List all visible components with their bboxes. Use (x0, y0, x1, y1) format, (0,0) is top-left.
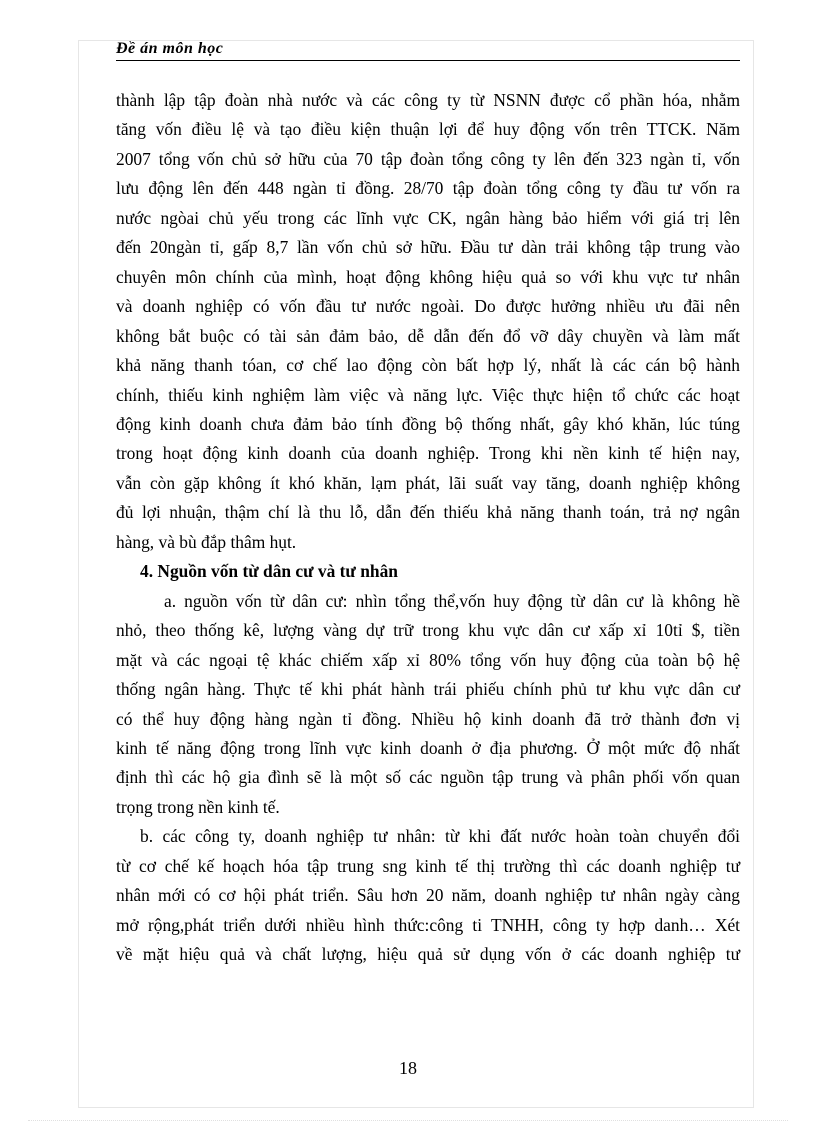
text-line: động kinh doanh chưa đảm bảo tính đồng bộ thống nhất, gây khó khăn, lúc túng (116, 413, 740, 434)
text-line: trọng trong nền kinh tế. (116, 796, 280, 817)
text-line: đủ lợi nhuận, thậm chí là thu lỗ, dẫn đến thiếu khả năng thanh toán, trả nợ ngân (116, 502, 740, 523)
text-line: thống ngân hàng. Thực tế khi phát hành trái phiếu chính phủ tư khu vực dân cư (116, 679, 740, 700)
text-line: hàng, và bù đắp thâm hụt. (116, 531, 297, 552)
text-line: từ cơ chế kế hoạch hóa tập trung sng kinh tế thị trường thì các doanh nghiệp tư (116, 855, 740, 876)
paragraph-private-enterprises (116, 822, 740, 969)
text-line: mặt và các ngoại tệ khác chiếm xấp xỉ 80% tổng vốn huy động của toàn bộ hệ (116, 649, 740, 670)
page-number: 18 (399, 1058, 417, 1078)
text-line: 2007 tổng vốn chủ sở hữu của 70 tập đoàn tổng công ty lên đến 323 ngàn tỉ, vốn (116, 148, 740, 169)
text-line: khả năng thanh tóan, cơ chế lao động còn bất hợp lý, nhất là các cán bộ hành (116, 355, 740, 376)
text-line: không bắt buộc có tài sản đảm bảo, dễ dẫn đến đổ vỡ dây chuyền và làm mất (116, 325, 740, 346)
text-line: thành lập tập đoàn nhà nước và các công ty từ NSNN được cổ phần hóa, nhằm (116, 90, 740, 110)
text-line: và doanh nghiệp có vốn đầu tư nước ngoài. Do được hưởng nhiều ưu đãi nên (116, 296, 740, 317)
text-line: nhỏ, theo thống kê, lượng vàng dự trữ trong khu vực dân cư xấp xỉ 10tỉ $, tiền (116, 620, 740, 641)
text-line: nước ngòai chủ yếu trong các lĩnh vực CK, ngân hàng bảo hiểm với giá trị lên (116, 207, 740, 228)
text-line: đến 20ngàn tỉ, gấp 8,7 lần vốn chủ sở hữu. Đầu tư dàn trải không tập trung vào (116, 237, 740, 258)
text-line: lưu động lên đến 448 ngàn tỉ đồng. 28/70 tập đoàn tổng công ty đầu tư vốn ra (116, 178, 740, 199)
document-body (116, 86, 740, 970)
text-line: chính, thiếu kinh nghiệm làm việc và năng lực. Việc thực hiện tổ chức các hoạt (116, 384, 740, 405)
page-bottom-divider (28, 1120, 788, 1121)
text-line: b. các công ty, doanh nghiệp tư nhân: từ khi đất nước hoàn toàn chuyển đổi (140, 826, 740, 847)
text-line: vẫn còn gặp không ít khó khăn, lạm phát, lãi suất vay tăng, doanh nghiệp không (116, 472, 740, 493)
text-line: mở rộng,phát triển dưới nhiều hình thức:công ti TNHH, công ty hợp danh… Xét (116, 914, 740, 935)
paragraph-state-enterprises (116, 86, 740, 557)
text-line: chuyên môn chính của mình, hoạt động không hiệu quả so với khu vực tư nhân (116, 266, 740, 287)
text-line: định thì các hộ gia đình sẽ là một số các nguồn tập trung và phân phối vốn quan (116, 767, 740, 788)
section-heading: 4. Nguồn vốn từ dân cư và tư nhân (140, 561, 398, 582)
text-line: nhân mới có cơ hội phát triển. Sâu hơn 20 năm, doanh nghiệp tư nhân ngày càng (116, 885, 740, 906)
text-line: kinh tế năng động trong lĩnh vực kinh doanh ở địa phương. Ở một mức độ nhất (116, 737, 740, 758)
text-line: a. nguồn vốn từ dân cư: nhìn tổng thể,vốn huy động từ dân cư là không hề (164, 590, 740, 611)
text-line: có thể huy động hàng ngàn tỉ đồng. Nhiều hộ kinh doanh đã trở thành đơn vị (116, 708, 740, 729)
paragraph-household-capital (116, 587, 740, 823)
text-line: về mặt hiệu quả và chất lượng, hiệu quả sử dụng vốn ở các doanh nghiệp tư (116, 944, 740, 965)
text-line: tăng vốn điều lệ và tạo điều kiện thuận lợi để huy động vốn trên TTCK. Năm (116, 119, 740, 140)
document-header: Đề án môn học (116, 40, 740, 61)
text-line: trong hoạt động kinh doanh của doanh nghiệp. Trong khi nền kinh tế hiện nay, (116, 443, 740, 464)
